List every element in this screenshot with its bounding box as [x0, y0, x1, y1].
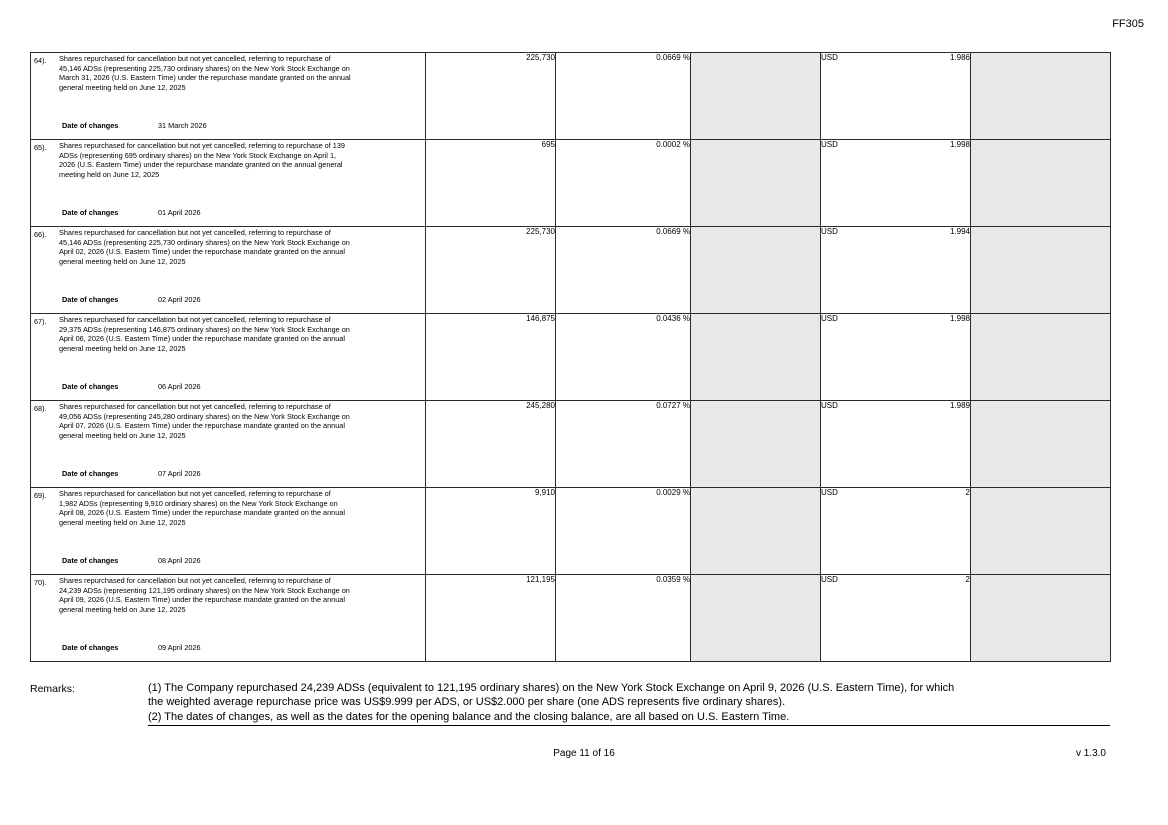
shares-count-cell: 225,730: [426, 53, 556, 140]
date-of-changes-label: Date of changes: [62, 121, 119, 130]
date-of-changes-label: Date of changes: [62, 382, 119, 391]
row-number: 69).: [34, 491, 47, 500]
empty-shaded-cell: [691, 401, 821, 488]
empty-shaded-cell: [691, 140, 821, 227]
price-wrap: [821, 227, 970, 236]
date-of-changes-row: [62, 556, 201, 565]
currency-label: USD: [821, 140, 838, 149]
date-of-changes-value: 02 April 2026: [158, 295, 201, 304]
percentage-cell: 0.0669 %: [556, 227, 691, 314]
shares-count-cell: 245,280: [426, 401, 556, 488]
row-number: 65).: [34, 143, 47, 152]
empty-shaded-cell: [691, 227, 821, 314]
percentage-cell: 0.0359 %: [556, 575, 691, 662]
shares-count-cell: 225,730: [426, 227, 556, 314]
price-cell: [821, 140, 971, 227]
table-row: [31, 575, 1111, 662]
price-wrap: [821, 488, 970, 497]
empty-shaded-cell: [971, 140, 1111, 227]
row-description: Shares repurchased for cancellation but not yet cancelled, referring to repurchase of 139 ADSs (representing 695 ordinary shares) on the New York Stock Exchange on April 1, 2026 (U.S. Eastern Time) under the repurchase mandate granted on the annual general meeting held on June 12, 2025: [59, 141, 345, 180]
date-of-changes-value: 08 April 2026: [158, 556, 201, 565]
empty-shaded-cell: [971, 488, 1111, 575]
row-number: 67).: [34, 317, 47, 326]
page-number: Page 11 of 16: [553, 748, 615, 759]
price-wrap: [821, 314, 970, 323]
row-description: Shares repurchased for cancellation but not yet cancelled, referring to repurchase of 45,146 ADSs (representing 225,730 ordinary shares) on the New York Stock Exchange on March 31, 2026 (U.S. Eastern Time) under the repurchase mandate granted on the annual general meeting held on June 12, 2025: [59, 54, 351, 93]
price-wrap: [821, 401, 970, 410]
date-of-changes-row: [62, 643, 201, 652]
row-number: 68).: [34, 404, 47, 413]
row-description: Shares repurchased for cancellation but not yet cancelled, referring to repurchase of 24,239 ADSs (representing 121,195 ordinary shares) on the New York Stock Exchange on April 09, 2026 (U.S. Eastern Time) under the repurchase mandate granted on the annual general meeting held on June 12, 2025: [59, 576, 350, 615]
empty-shaded-cell: [691, 488, 821, 575]
empty-shaded-cell: [691, 314, 821, 401]
table-row: [31, 401, 1111, 488]
date-of-changes-row: [62, 382, 201, 391]
date-of-changes-value: 31 March 2026: [158, 121, 207, 130]
empty-shaded-cell: [971, 401, 1111, 488]
remarks-body: [148, 681, 1110, 726]
remarks-label: Remarks:: [30, 683, 75, 695]
currency-label: USD: [821, 401, 838, 410]
remark-line-2: the weighted average repurchase price was US$9.999 per ADS, or US$2.000 per share (one ADS represents five ordinary shares).: [148, 696, 786, 709]
empty-shaded-cell: [691, 575, 821, 662]
price-cell: [821, 575, 971, 662]
price-value: 1.998: [949, 140, 970, 149]
currency-label: USD: [821, 227, 838, 236]
price-cell: [821, 53, 971, 140]
description-cell: [31, 227, 426, 314]
date-of-changes-label: Date of changes: [62, 556, 119, 565]
percentage-cell: 0.0002 %: [556, 140, 691, 227]
row-number: 70).: [34, 578, 47, 587]
date-of-changes-label: Date of changes: [62, 208, 119, 217]
price-wrap: [821, 140, 970, 149]
price-value: 1.994: [949, 227, 970, 236]
table-row: [31, 314, 1111, 401]
remark-line-1: (1) The Company repurchased 24,239 ADSs (equivalent to 121,195 ordinary shares) on the New York Stock Exchange on April 9, 2026 (U.S. Eastern Time), for which: [148, 682, 955, 694]
description-cell: [31, 314, 426, 401]
date-of-changes-label: Date of changes: [62, 469, 119, 478]
date-of-changes-value: 07 April 2026: [158, 469, 201, 478]
date-of-changes-value: 09 April 2026: [158, 643, 201, 652]
description-cell: [31, 401, 426, 488]
date-of-changes-value: 01 April 2026: [158, 208, 201, 217]
currency-label: USD: [821, 53, 838, 62]
empty-shaded-cell: [971, 314, 1111, 401]
price-value: 2: [965, 488, 970, 497]
date-of-changes-row: [62, 295, 201, 304]
date-of-changes-row: [62, 469, 201, 478]
version-label: v 1.3.0: [1075, 748, 1106, 759]
table-row: [31, 227, 1111, 314]
shares-count-cell: 695: [426, 140, 556, 227]
price-cell: [821, 401, 971, 488]
price-value: 1.986: [949, 53, 970, 62]
form-code: FF305: [1112, 18, 1144, 30]
empty-shaded-cell: [971, 227, 1111, 314]
row-description: Shares repurchased for cancellation but not yet cancelled, referring to repurchase of 29,375 ADSs (representing 146,875 ordinary shares) on the New York Stock Exchange on April 06, 2026 (U.S. Eastern Time) under the repurchase mandate granted on the annual general meeting held on June 12, 2025: [59, 315, 350, 354]
shares-count-cell: 121,195: [426, 575, 556, 662]
price-cell: [821, 227, 971, 314]
row-number: 66).: [34, 230, 47, 239]
currency-label: USD: [821, 488, 838, 497]
price-value: 2: [965, 575, 970, 584]
empty-shaded-cell: [971, 575, 1111, 662]
table-body: [31, 53, 1111, 662]
price-cell: [821, 314, 971, 401]
currency-label: USD: [821, 314, 838, 323]
empty-shaded-cell: [971, 53, 1111, 140]
percentage-cell: 0.0727 %: [556, 401, 691, 488]
currency-label: USD: [821, 575, 838, 584]
price-value: 1.989: [949, 401, 970, 410]
table-row: [31, 140, 1111, 227]
price-cell: [821, 488, 971, 575]
date-of-changes-row: [62, 121, 207, 130]
description-cell: [31, 53, 426, 140]
date-of-changes-label: Date of changes: [62, 295, 119, 304]
description-cell: [31, 140, 426, 227]
price-wrap: [821, 575, 970, 584]
row-description: Shares repurchased for cancellation but not yet cancelled, referring to repurchase of 1,982 ADSs (representing 9,910 ordinary shares) on the New York Stock Exchange on April 08, 2026 (U.S. Eastern Time) under the repurchase mandate granted on the annual general meeting held on June 12, 2025: [59, 489, 345, 528]
row-description: Shares repurchased for cancellation but not yet cancelled, referring to repurchase of 45,146 ADSs (representing 225,730 ordinary shares) on the New York Stock Exchange on April 02, 2026 (U.S. Eastern Time) under the repurchase mandate granted on the annual general meeting held on June 12, 2025: [59, 228, 350, 267]
table-row: [31, 488, 1111, 575]
empty-shaded-cell: [691, 53, 821, 140]
percentage-cell: 0.0436 %: [556, 314, 691, 401]
price-value: 1.998: [949, 314, 970, 323]
price-wrap: [821, 53, 970, 62]
percentage-cell: 0.0029 %: [556, 488, 691, 575]
row-number: 64).: [34, 56, 47, 65]
shares-count-cell: 9,910: [426, 488, 556, 575]
table-row: [31, 53, 1111, 140]
date-of-changes-value: 06 April 2026: [158, 382, 201, 391]
shares-count-cell: 146,875: [426, 314, 556, 401]
remarks-section: [30, 681, 1110, 726]
page-footer: [0, 748, 1168, 759]
repurchase-table: [30, 52, 1111, 662]
date-of-changes-label: Date of changes: [62, 643, 119, 652]
percentage-cell: 0.0669 %: [556, 53, 691, 140]
date-of-changes-row: [62, 208, 201, 217]
remark-line-3: (2) The dates of changes, as well as the dates for the opening balance and the closing balance, are all based on U.S. Eastern Time.: [148, 710, 1110, 726]
description-cell: [31, 575, 426, 662]
row-description: Shares repurchased for cancellation but not yet cancelled, referring to repurchase of 49,056 ADSs (representing 245,280 ordinary shares) on the New York Stock Exchange on April 07, 2026 (U.S. Eastern Time) under the repurchase mandate granted on the annual general meeting held on June 12, 2025: [59, 402, 350, 441]
description-cell: [31, 488, 426, 575]
